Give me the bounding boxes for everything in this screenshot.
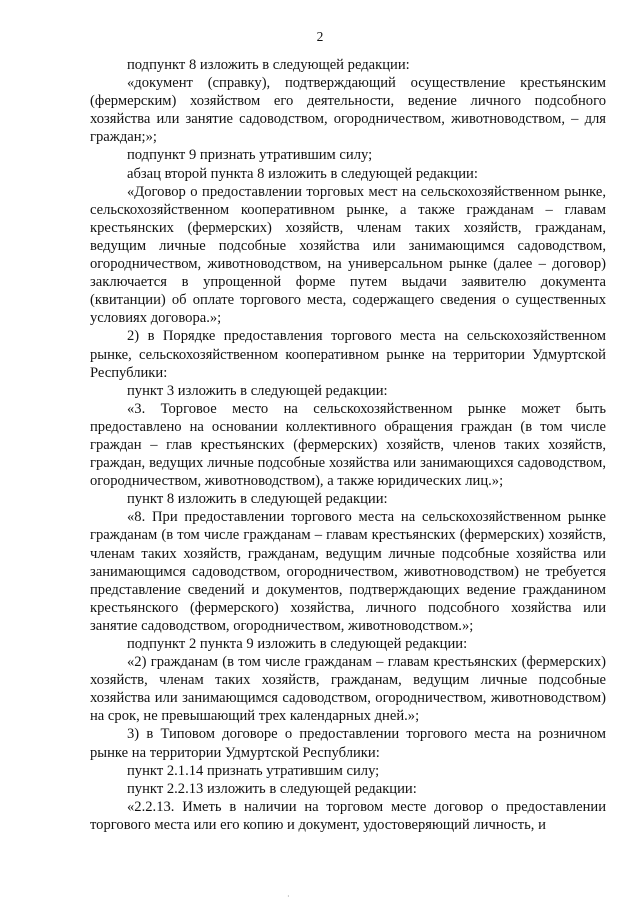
paragraph-subitem-2-text: «2) гражданам (в том числе гражданам – главам крестьянских (фермерских) хозяйств, членам таких хозяйств, гражданам, ведущим личные подсобные хозяйства или занимающимся садоводством, огородничеством, животноводством) на срок, не превышающий трех календарных дней.»; (90, 654, 606, 725)
paragraph-item-8-abzac-heading: абзац второй пункта 8 изложить в следующей редакции: (127, 165, 478, 182)
paragraph-section-2: 2) в Порядке предоставления торгового места на сельскохозяйственном рынке, сельскохозяйственном кооперативном рынке на территории Удмуртской Республики: (90, 328, 606, 381)
paragraph-item-8-heading: пункт 8 изложить в следующей редакции: (127, 491, 388, 508)
bottom-mark: · (287, 892, 290, 901)
paragraph-subitem-8-text: «документ (справку), подтверждающий осуществление крестьянским (фермерским) хозяйством его деятельности, ведение личного подсобного хозяйства или занятие садоводством, огородничеством, животноводством, – для граждан;»; (90, 75, 606, 146)
paragraph-subitem-2-heading: подпункт 2 пункта 9 изложить в следующей редакции: (127, 636, 468, 652)
paragraph-item-2-2-13-text: «2.2.13. Иметь в наличии на торговом месте договор о предоставлении торгового места или его копию и документ, удостоверяющий личность, и (90, 798, 606, 833)
page-number: 2 (316, 29, 324, 44)
paragraph-section-3: 3) в Типовом договоре о предоставлении торгового места на розничном рынке на территории Удмуртской Республики: (90, 726, 606, 761)
paragraph-item-2-2-13-heading: пункт 2.2.13 изложить в следующей редакции: (127, 780, 417, 797)
paragraph-contract-text: «Договор о предоставлении торговых мест на сельскохозяйственном рынке, сельскохозяйственном кооперативном рынке, а также гражданам – главам крестьянских (фермерских) хозяйств, членам таких хозяйств, гражданам, ведущим личные подсобные хозяйства или занимающимся садоводством, огородничеством, животноводством, на универсальном рынке (далее – договор) заключается в упрощенной форме путем выдачи заявителю документа (квитанции) об оплате торгового места, содержащего сведения о существенных условиях договора.»; (90, 183, 606, 327)
paragraph-item-8-text: «8. При предоставлении торгового места на сельскохозяйственном рынке гражданам (в том числе гражданам – главам крестьянских (фермерских) хозяйств, членам таких хозяйств, гражданам, ведущим личные подсобные хозяйства или занимающимся садоводством, огородничеством, животноводством) не требуется представление сведений и документов, подтверждающих ведение гражданином крестьянского (фермерского) хозяйства, личного подсобного хозяйства или занятие садоводством, огородничеством, животноводством.»; (90, 509, 606, 634)
paragraph-item-2-1-14-void: пункт 2.1.14 признать утратившим силу; (127, 762, 380, 779)
paragraph-subitem-9-void: подпункт 9 признать утратившим силу; (127, 147, 373, 164)
paragraph-item-3-heading: пункт 3 изложить в следующей редакции: (127, 382, 388, 399)
paragraph-item-3-text: «3. Торговое место на сельскохозяйственном рынке может быть предоставлено на основании коллективного обращения граждан (в том числе граждан – глав крестьянских (фермерских) хозяйств, членов таких хозяйств, граждан, ведущих личные подсобные хозяйства или занимающихся садоводством, огородничеством, животноводством), а также юридических лиц.»; (90, 400, 606, 490)
paragraph-subitem-8-heading: подпункт 8 изложить в следующей редакции: (127, 57, 410, 73)
document-body (90, 56, 606, 834)
